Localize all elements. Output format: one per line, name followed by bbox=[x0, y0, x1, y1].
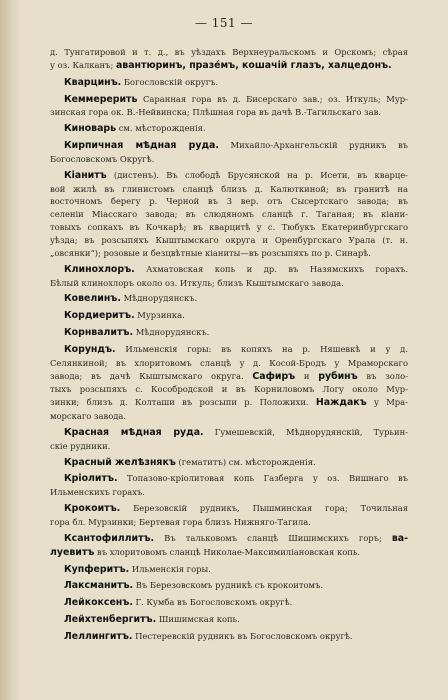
page-number-header: — 151 — bbox=[194, 16, 254, 30]
mineral-entry bbox=[50, 263, 408, 290]
mineral-name: Корундъ. bbox=[64, 343, 116, 355]
mineral-name: Кирпичная мѣдная руда. bbox=[64, 140, 219, 152]
mineral-name: Ковелинъ. bbox=[64, 293, 121, 305]
mineral-name: Крокоитъ. bbox=[64, 503, 121, 515]
description-text: Топазово-кріолитовая копь Газберга у оз. Вишнаго въ bbox=[117, 473, 408, 484]
description-text: Мурзинка. bbox=[134, 310, 185, 321]
description-text: Пестеревскій рудникъ въ Богословскомъ округѣ. bbox=[132, 630, 353, 641]
description-text: тыхъ розсыпяхъ с. Кособродской и въ Корниловомъ Логу около Мур- bbox=[50, 384, 408, 395]
mineral-entry bbox=[50, 292, 408, 306]
text-line bbox=[50, 169, 408, 183]
description-text: Селянкиной; въ хлоритовомъ сланцѣ у д. Косой-Бродъ у Мраморскаго bbox=[50, 357, 408, 368]
description-text: селеніи Міасскаго завода; въ слюдяномъ сланцѣ г. Таганая; въ кіани- bbox=[50, 209, 408, 220]
description-text: и bbox=[295, 370, 319, 381]
description-text: Въ Березовскомъ рудникѣ съ крокоитомъ. bbox=[133, 580, 324, 591]
text-line bbox=[50, 532, 408, 546]
mineral-entry bbox=[50, 343, 408, 423]
mineral-name: рубинъ bbox=[318, 370, 358, 382]
mineral-entry bbox=[50, 613, 408, 627]
text-line bbox=[50, 46, 408, 59]
text-line bbox=[50, 440, 408, 453]
text-line bbox=[50, 326, 408, 340]
mineral-name: ва- bbox=[391, 532, 408, 544]
text-line bbox=[50, 426, 408, 440]
description-text: Саранная гора въ д. Бисерскаго зав.; оз. Иткуль; Мур- bbox=[137, 93, 408, 104]
text-line bbox=[50, 183, 408, 196]
description-text: Березовскій рудникъ, Пышминская гора; Точильная bbox=[120, 503, 408, 514]
text-line bbox=[50, 153, 408, 166]
text-line bbox=[50, 309, 408, 323]
mineral-name: Лаксманитъ. bbox=[64, 580, 134, 592]
mineral-entry bbox=[50, 456, 408, 470]
mineral-name: Сафиръ bbox=[252, 370, 296, 382]
description-text: Въ тальковомъ сланцѣ Шишимскихъ горъ; bbox=[154, 532, 392, 543]
description-text: уѣзда; въ розсыпяхъ Кыштымскаго округа и Оренбургскаго Урала (т. н. bbox=[50, 234, 408, 245]
mineral-name: Кріолитъ. bbox=[64, 473, 118, 485]
text-line bbox=[50, 502, 408, 516]
description-text: Бѣлый клинохлоръ около оз. Иткуль; близъ Кыштымскаго завода. bbox=[50, 277, 344, 288]
text-line bbox=[50, 221, 408, 234]
description-text: Ахматовская копь и др. въ Назямскихъ горахъ. bbox=[134, 263, 408, 274]
text-line bbox=[50, 343, 408, 357]
text-line bbox=[50, 410, 408, 423]
mineral-name: Киноварь bbox=[64, 123, 117, 135]
description-text: Ильменскія горы: въ копяхъ на р. Няшевкѣ и у д. bbox=[115, 343, 408, 354]
text-line bbox=[50, 208, 408, 221]
mineral-name: Красная мѣдная руда. bbox=[64, 426, 204, 438]
description-text: восточномъ берегу р. Черной въ 3 вер. отъ Сысертскаго завода; въ bbox=[50, 196, 408, 207]
text-line bbox=[50, 357, 408, 370]
mineral-entry bbox=[50, 309, 408, 323]
mineral-name: луевитъ bbox=[50, 546, 95, 558]
mineral-name: Кордиеритъ. bbox=[64, 310, 135, 322]
text-line bbox=[50, 486, 408, 499]
description-text: д. Тунгатировой и т. д., въ уѣздахъ Верхнеуральскомъ и Орскомъ; сѣрая bbox=[50, 47, 408, 57]
text-line bbox=[50, 472, 408, 486]
mineral-name: Красный желѣзнякъ bbox=[64, 456, 176, 468]
mineral-name: Корнвалитъ. bbox=[64, 327, 134, 339]
description-text: Богословскій округъ. bbox=[121, 76, 219, 87]
description-text: Михайло-Архангельскій рудникъ въ bbox=[218, 140, 408, 151]
mineral-name: Кіанитъ bbox=[64, 169, 107, 181]
text-line bbox=[50, 263, 408, 277]
description-text: „овсянки“); розовые и безцвѣтные кіаниты—въ розсыпяхъ по р. Синарѣ. bbox=[50, 247, 371, 258]
mineral-name: Клинохлоръ. bbox=[64, 263, 135, 275]
mineral-entry bbox=[50, 579, 408, 593]
description-text: морскаго завода. bbox=[50, 411, 127, 422]
text-line bbox=[50, 546, 408, 560]
mineral-entry bbox=[50, 139, 408, 166]
description-text: зинская гора ок. В.-Нейвинска; Плѣшная гора въ дачѣ В.-Тагильскаго зав. bbox=[50, 107, 381, 118]
description-text: см. мѣсторожденія. bbox=[116, 123, 206, 134]
text-line bbox=[50, 139, 408, 153]
text-line bbox=[50, 596, 408, 610]
description-text: Ильменскія горы. bbox=[129, 563, 211, 574]
description-text: Г. Кумба въ Богословскомъ округѣ. bbox=[132, 597, 293, 608]
description-text: въ хлоритовомъ сланцѣ Николае-Максимиліановская копь. bbox=[94, 546, 361, 557]
mineral-name: Ксантофиллитъ. bbox=[64, 532, 155, 544]
text-line bbox=[50, 292, 408, 306]
description-text: Шишимская копь. bbox=[156, 614, 240, 625]
mineral-entry bbox=[50, 596, 408, 610]
description-text: (дистенъ). Въ слободѣ Брусянской на р. Исети, въ кварце- bbox=[106, 169, 408, 180]
mineral-entry bbox=[50, 630, 408, 644]
mineral-entry bbox=[50, 426, 408, 453]
mineral-entry bbox=[50, 122, 408, 136]
text-line bbox=[50, 370, 408, 384]
description-text: Богословскомъ Округѣ. bbox=[50, 153, 155, 164]
mineral-name: Кварцинъ. bbox=[64, 76, 122, 88]
text-line bbox=[50, 76, 408, 90]
text-line bbox=[50, 93, 408, 107]
page-spine-shadow bbox=[0, 0, 22, 700]
text-line bbox=[50, 234, 408, 247]
mineral-name: Леллингитъ. bbox=[64, 630, 133, 642]
description-text: (гематитъ) см. мѣсторожденія. bbox=[175, 456, 316, 467]
description-text: вой жилѣ въ глинистомъ сланцѣ близъ д. Калюткиной; въ гранитѣ на bbox=[50, 183, 408, 194]
text-line bbox=[50, 579, 408, 593]
mineral-entry bbox=[50, 326, 408, 340]
description-text: Мѣднорудянскъ. bbox=[133, 327, 210, 338]
mineral-name: Наждакъ bbox=[315, 397, 367, 409]
text-line bbox=[50, 456, 408, 470]
text-line bbox=[50, 195, 408, 208]
description-text: зинки; близъ д. Колташи въ розсыпи р. Положихи. bbox=[50, 397, 316, 408]
mineral-entry bbox=[50, 169, 408, 260]
text-line bbox=[50, 122, 408, 136]
mineral-entry bbox=[50, 563, 408, 577]
text-line bbox=[50, 383, 408, 396]
mineral-entry bbox=[50, 472, 408, 499]
description-text: Гумешевскій, Мѣднорудянскій, Турьин- bbox=[203, 426, 408, 437]
text-line bbox=[50, 247, 408, 260]
text-line bbox=[50, 106, 408, 119]
text-line bbox=[50, 396, 408, 410]
mineral-name: авантюринъ, празе́мъ, кошачій глазъ, халцедонъ. bbox=[115, 59, 392, 71]
text-line bbox=[50, 630, 408, 644]
text-line bbox=[50, 563, 408, 577]
description-text: Мѣднорудянскъ. bbox=[120, 293, 198, 304]
mineral-entry bbox=[50, 76, 408, 90]
description-text: скіе рудники. bbox=[50, 440, 111, 451]
description-text: у оз. Калканъ; bbox=[50, 59, 116, 70]
mineral-name: Лейкоксенъ. bbox=[64, 597, 133, 609]
mineral-name: Купферитъ. bbox=[64, 563, 130, 575]
description-text: въ золо- bbox=[357, 370, 408, 381]
description-text: завода; въ дачѣ Кыштымскаго округа. bbox=[50, 370, 253, 381]
page-body-text bbox=[50, 46, 408, 647]
text-line bbox=[50, 59, 408, 73]
mineral-entry bbox=[50, 502, 408, 529]
text-line bbox=[50, 277, 408, 290]
mineral-entry bbox=[50, 532, 408, 560]
text-line bbox=[50, 613, 408, 627]
mineral-name: Лейхтенбергитъ. bbox=[64, 614, 157, 626]
description-text: Ильменскихъ горахъ. bbox=[50, 487, 145, 498]
description-text: гора бл. Мурзинки; Бертевая гора близъ Нижняго-Тагила. bbox=[50, 517, 311, 527]
mineral-entry bbox=[50, 93, 408, 120]
description-text: у Мра- bbox=[366, 397, 408, 408]
text-line bbox=[50, 516, 408, 529]
mineral-entry bbox=[50, 46, 408, 73]
mineral-name: Кеммерерить bbox=[64, 93, 138, 105]
description-text: товыхъ сопкахъ въ Кочкарѣ; въ кварцитѣ у с. Тюбукъ Екатеринбургскаго bbox=[50, 222, 408, 233]
